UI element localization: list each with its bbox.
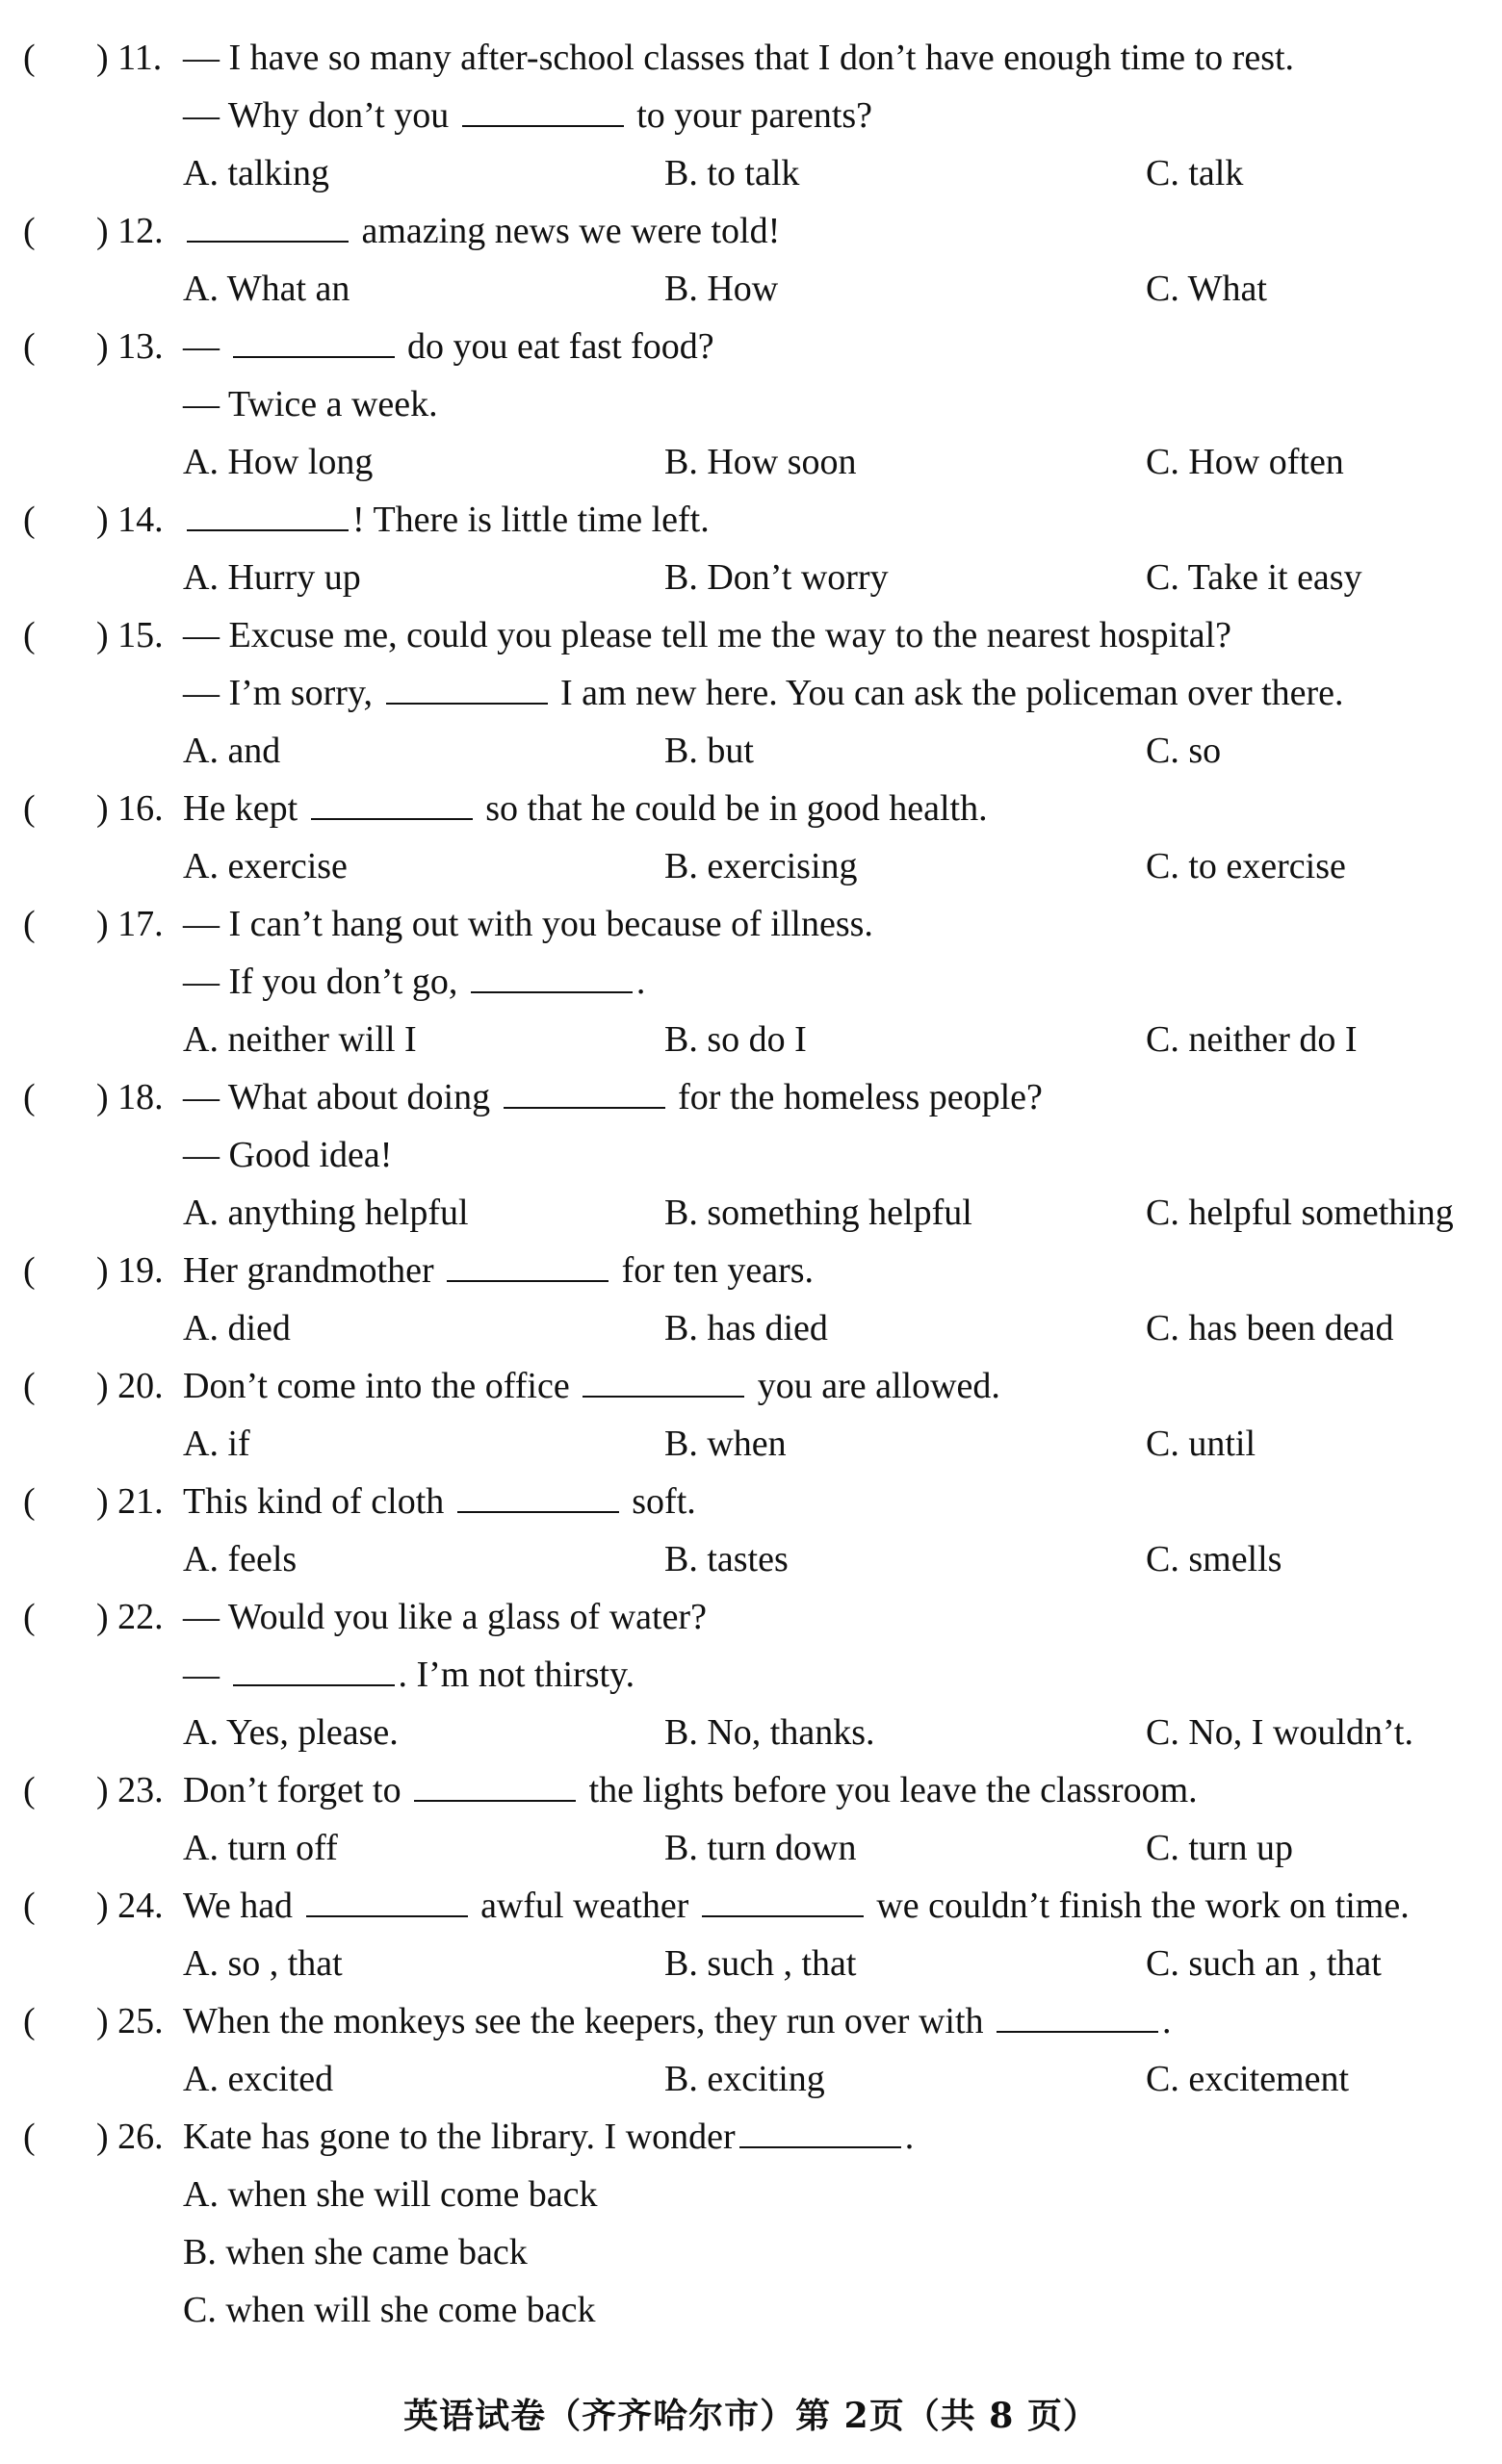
question-number: ) 18. bbox=[96, 1077, 164, 1117]
question-text bbox=[183, 1646, 634, 1704]
text-segment: — I can’t hang out with you because of illness. bbox=[183, 904, 873, 944]
question-line bbox=[0, 202, 1502, 260]
question-line bbox=[0, 1068, 1502, 1126]
option-c[interactable]: C. talk bbox=[1146, 153, 1244, 193]
option-c[interactable]: C. has been dead bbox=[1146, 1308, 1394, 1348]
text-segment: . bbox=[635, 962, 646, 1002]
question-number: ) 16. bbox=[96, 788, 164, 829]
question-text bbox=[183, 1761, 1198, 1819]
answer-blank[interactable] bbox=[233, 329, 395, 358]
option-a[interactable]: A. anything helpful bbox=[183, 1193, 469, 1233]
options-row bbox=[0, 2166, 1502, 2223]
option-b[interactable]: B. when bbox=[664, 1424, 787, 1464]
option-a[interactable]: A. Yes, please. bbox=[183, 1712, 399, 1753]
option-b[interactable]: B. How bbox=[664, 269, 779, 309]
text-segment: He kept bbox=[183, 788, 307, 829]
option-b[interactable]: B. turn down bbox=[664, 1828, 857, 1868]
text-segment: — What about doing bbox=[183, 1077, 500, 1117]
options-row bbox=[0, 1415, 1502, 1473]
answer-paren-open: ( bbox=[23, 2117, 36, 2157]
question-line bbox=[0, 375, 1502, 433]
option-a[interactable]: A. when she will come back bbox=[183, 2174, 598, 2215]
answer-paren-open: ( bbox=[23, 1366, 36, 1406]
options-row bbox=[0, 433, 1502, 491]
question-number: ) 11. bbox=[96, 38, 163, 78]
question-line bbox=[0, 318, 1502, 375]
answer-blank[interactable] bbox=[386, 676, 548, 705]
option-b[interactable]: B. Don’t worry bbox=[664, 557, 889, 598]
text-segment: to your parents? bbox=[627, 95, 873, 136]
option-a[interactable]: A. How long bbox=[183, 442, 374, 482]
text-segment: I am new here. You can ask the policeman over there. bbox=[551, 673, 1344, 713]
options-row bbox=[0, 1184, 1502, 1242]
text-segment: — I’m sorry, bbox=[183, 673, 382, 713]
answer-paren-open: ( bbox=[23, 326, 36, 367]
text-segment: We had bbox=[183, 1886, 302, 1926]
question-line bbox=[0, 1646, 1502, 1704]
option-a[interactable]: A. excited bbox=[183, 2059, 334, 2099]
answer-paren-open: ( bbox=[23, 615, 36, 655]
answer-paren-open: ( bbox=[23, 211, 36, 251]
question-text bbox=[183, 1242, 814, 1299]
text-segment: — I have so many after-school classes that I don’t have enough time to rest. bbox=[183, 38, 1295, 78]
option-b[interactable]: B. such , that bbox=[664, 1943, 857, 1984]
question-line bbox=[0, 1588, 1502, 1646]
question-text bbox=[183, 1357, 1000, 1415]
text-segment: do you eat fast food? bbox=[398, 326, 714, 367]
question-line bbox=[0, 1357, 1502, 1415]
text-segment: — Excuse me, could you please tell me the way to the nearest hospital? bbox=[183, 615, 1231, 655]
question-text bbox=[183, 953, 645, 1011]
options-row bbox=[0, 1299, 1502, 1357]
answer-blank[interactable] bbox=[504, 1080, 665, 1109]
answer-blank[interactable] bbox=[457, 1484, 619, 1513]
option-c[interactable]: C. when will she come back bbox=[183, 2290, 596, 2330]
question-number: ) 20. bbox=[96, 1366, 164, 1406]
options-row bbox=[0, 1935, 1502, 1992]
option-a[interactable]: A. neither will I bbox=[183, 1019, 417, 1060]
options-row bbox=[0, 1011, 1502, 1068]
text-segment: you are allowed. bbox=[748, 1366, 1000, 1406]
options-row bbox=[0, 722, 1502, 780]
question-text bbox=[183, 780, 988, 837]
text-segment: . bbox=[1162, 2001, 1172, 2041]
question-text bbox=[183, 895, 873, 953]
answer-blank[interactable] bbox=[187, 502, 349, 531]
question-line bbox=[0, 1877, 1502, 1935]
question-text bbox=[183, 1588, 707, 1646]
text-segment: soft. bbox=[622, 1481, 696, 1522]
option-c[interactable]: C. to exercise bbox=[1146, 846, 1346, 886]
option-c[interactable]: C. helpful something bbox=[1146, 1193, 1454, 1233]
answer-blank[interactable] bbox=[739, 2119, 901, 2148]
question-line bbox=[0, 953, 1502, 1011]
option-b[interactable]: B. exciting bbox=[664, 2059, 825, 2099]
text-segment: — Good idea! bbox=[183, 1135, 393, 1175]
text-segment: amazing news we were told! bbox=[352, 211, 781, 251]
answer-blank[interactable] bbox=[414, 1773, 576, 1802]
option-a[interactable]: A. died bbox=[183, 1308, 291, 1348]
question-text bbox=[183, 664, 1344, 722]
option-a[interactable]: A. talking bbox=[183, 153, 329, 193]
text-segment: When the monkeys see the keepers, they run over with bbox=[183, 2001, 994, 2041]
options-row bbox=[0, 144, 1502, 202]
text-segment: for the homeless people? bbox=[668, 1077, 1043, 1117]
options-row bbox=[0, 549, 1502, 606]
question-text bbox=[183, 1126, 392, 1184]
option-a[interactable]: A. and bbox=[183, 731, 281, 771]
text-segment: Don’t come into the office bbox=[183, 1366, 580, 1406]
question-text bbox=[183, 375, 438, 433]
option-b[interactable]: B. No, thanks. bbox=[664, 1712, 875, 1753]
text-segment: Her grandmother bbox=[183, 1250, 444, 1291]
option-c[interactable]: C. What bbox=[1146, 269, 1267, 309]
option-b[interactable]: B. tastes bbox=[664, 1539, 789, 1579]
text-segment: the lights before you leave the classroom. bbox=[580, 1770, 1198, 1810]
question-line bbox=[0, 87, 1502, 144]
option-b[interactable]: B. something helpful bbox=[664, 1193, 972, 1233]
question-text bbox=[183, 2108, 914, 2166]
option-b[interactable]: B. but bbox=[664, 731, 754, 771]
answer-paren-open: ( bbox=[23, 904, 36, 944]
option-a[interactable]: A. feels bbox=[183, 1539, 298, 1579]
options-row bbox=[0, 2281, 1502, 2339]
options-row bbox=[0, 2223, 1502, 2281]
question-number: ) 13. bbox=[96, 326, 164, 367]
question-line bbox=[0, 895, 1502, 953]
question-number: ) 25. bbox=[96, 2001, 164, 2041]
text-segment: This kind of cloth bbox=[183, 1481, 453, 1522]
option-a[interactable]: A. if bbox=[183, 1424, 250, 1464]
options-row bbox=[0, 1530, 1502, 1588]
question-number: ) 21. bbox=[96, 1481, 164, 1522]
answer-paren-open: ( bbox=[23, 1077, 36, 1117]
question-text bbox=[183, 606, 1231, 664]
question-line bbox=[0, 780, 1502, 837]
question-text bbox=[183, 1473, 696, 1530]
option-a[interactable]: A. What an bbox=[183, 269, 350, 309]
option-c[interactable]: C. turn up bbox=[1146, 1828, 1294, 1868]
question-line bbox=[0, 1992, 1502, 2050]
text-segment: . I’m not thirsty. bbox=[398, 1655, 635, 1695]
text-segment: — Twice a week. bbox=[183, 384, 438, 424]
question-line bbox=[0, 491, 1502, 549]
answer-blank[interactable] bbox=[471, 964, 633, 993]
option-c[interactable]: C. until bbox=[1146, 1424, 1256, 1464]
text-segment: for ten years. bbox=[612, 1250, 815, 1291]
answer-paren-open: ( bbox=[23, 1597, 36, 1637]
option-b[interactable]: B. How soon bbox=[664, 442, 857, 482]
text-segment: awful weather bbox=[471, 1886, 698, 1926]
option-a[interactable]: A. exercise bbox=[183, 846, 348, 886]
answer-blank[interactable] bbox=[447, 1253, 609, 1282]
answer-blank[interactable] bbox=[702, 1888, 864, 1917]
question-text bbox=[183, 1068, 1043, 1126]
question-number: ) 12. bbox=[96, 211, 164, 251]
options-row bbox=[0, 260, 1502, 318]
answer-blank[interactable] bbox=[997, 2004, 1158, 2033]
option-c[interactable]: C. so bbox=[1146, 731, 1222, 771]
answer-paren-open: ( bbox=[23, 500, 36, 540]
text-segment: we couldn’t finish the work on time. bbox=[867, 1886, 1410, 1926]
answer-blank[interactable] bbox=[233, 1657, 395, 1686]
option-c[interactable]: C. No, I wouldn’t. bbox=[1146, 1712, 1413, 1753]
text-segment: ! There is little time left. bbox=[352, 500, 710, 540]
answer-paren-open: ( bbox=[23, 1770, 36, 1810]
text-segment: — If you don’t go, bbox=[183, 962, 467, 1002]
question-line bbox=[0, 1242, 1502, 1299]
options-row bbox=[0, 837, 1502, 895]
answer-paren-open: ( bbox=[23, 2001, 36, 2041]
option-c[interactable]: C. excitement bbox=[1146, 2059, 1350, 2099]
text-segment: — Would you like a glass of water? bbox=[183, 1597, 707, 1637]
answer-paren-open: ( bbox=[23, 1886, 36, 1926]
text-segment: Don’t forget to bbox=[183, 1770, 411, 1810]
option-a[interactable]: A. so , that bbox=[183, 1943, 343, 1984]
option-c[interactable]: C. such an , that bbox=[1146, 1943, 1382, 1984]
question-line bbox=[0, 2108, 1502, 2166]
page-footer: 英语试卷（齐齐哈尔市）第 2页（共 8 页） bbox=[403, 2396, 1099, 2436]
question-number: ) 14. bbox=[96, 500, 164, 540]
option-c[interactable]: C. How often bbox=[1146, 442, 1344, 482]
option-b[interactable]: B. when she came back bbox=[183, 2232, 528, 2272]
question-line bbox=[0, 29, 1502, 87]
option-b[interactable]: B. to talk bbox=[664, 153, 800, 193]
question-line bbox=[0, 606, 1502, 664]
answer-blank[interactable] bbox=[462, 98, 624, 127]
question-text bbox=[183, 318, 714, 375]
option-c[interactable]: C. Take it easy bbox=[1146, 557, 1362, 598]
option-c[interactable]: C. neither do I bbox=[1146, 1019, 1358, 1060]
option-b[interactable]: B. so do I bbox=[664, 1019, 807, 1060]
option-a[interactable]: A. Hurry up bbox=[183, 557, 361, 598]
options-row bbox=[0, 1819, 1502, 1877]
question-number: ) 22. bbox=[96, 1597, 164, 1637]
answer-paren-open: ( bbox=[23, 1481, 36, 1522]
text-segment: Kate has gone to the library. I wonder bbox=[183, 2117, 736, 2157]
question-text bbox=[183, 87, 872, 144]
question-number: ) 26. bbox=[96, 2117, 164, 2157]
question-text bbox=[183, 1877, 1410, 1935]
answer-paren-open: ( bbox=[23, 1250, 36, 1291]
question-number: ) 24. bbox=[96, 1886, 164, 1926]
option-c[interactable]: C. smells bbox=[1146, 1539, 1282, 1579]
text-segment: so that he could be in good health. bbox=[476, 788, 988, 829]
question-line bbox=[0, 1761, 1502, 1819]
question-number: ) 15. bbox=[96, 615, 164, 655]
options-row bbox=[0, 1704, 1502, 1761]
text-segment: — Why don’t you bbox=[183, 95, 458, 136]
question-text bbox=[183, 202, 780, 260]
question-number: ) 17. bbox=[96, 904, 164, 944]
option-b[interactable]: B. exercising bbox=[664, 846, 858, 886]
answer-blank[interactable] bbox=[306, 1888, 468, 1917]
question-line bbox=[0, 1126, 1502, 1184]
answer-blank[interactable] bbox=[187, 214, 349, 243]
question-number: ) 19. bbox=[96, 1250, 164, 1291]
text-segment: . bbox=[904, 2117, 915, 2157]
answer-paren-open: ( bbox=[23, 38, 36, 78]
question-line bbox=[0, 1473, 1502, 1530]
answer-blank[interactable] bbox=[311, 791, 473, 820]
question-line bbox=[0, 664, 1502, 722]
answer-blank[interactable] bbox=[583, 1369, 744, 1398]
question-text bbox=[183, 1992, 1172, 2050]
text-segment: — bbox=[183, 1655, 229, 1695]
answer-paren-open: ( bbox=[23, 788, 36, 829]
options-row bbox=[0, 2050, 1502, 2108]
text-segment: — bbox=[183, 326, 229, 367]
question-text bbox=[183, 491, 710, 549]
question-text bbox=[183, 29, 1294, 87]
option-a[interactable]: A. turn off bbox=[183, 1828, 338, 1868]
option-b[interactable]: B. has died bbox=[664, 1308, 828, 1348]
question-number: ) 23. bbox=[96, 1770, 164, 1810]
